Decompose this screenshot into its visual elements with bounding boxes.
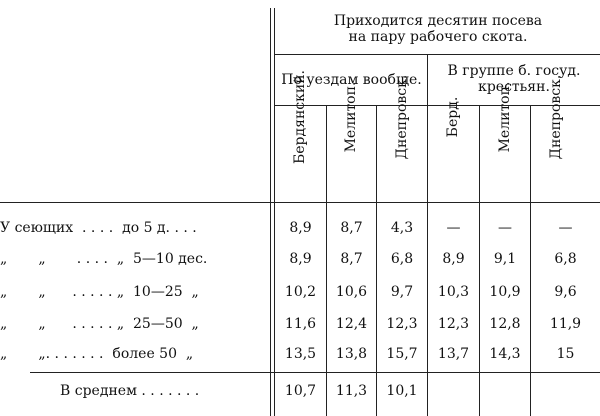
header-title-line1: Приходится десятин посева: [333, 13, 543, 29]
total-cell: [480, 380, 530, 402]
row-label: „ „ . . . . „ 5—10 дес.: [0, 251, 208, 267]
cell: 8,9: [289, 220, 312, 236]
cell: 4,3: [390, 220, 414, 236]
cell: 12,8: [489, 316, 521, 332]
total-rule: [30, 372, 600, 373]
row-label: „ „ . . . . . „ 25—50 „: [0, 316, 199, 332]
col-header-dneprovsk: Днепровск.: [394, 74, 410, 160]
cell: —: [446, 220, 461, 236]
cell: 13,7: [437, 346, 470, 362]
cell: 6,8: [390, 251, 414, 267]
cell: 10,3: [437, 284, 470, 300]
cell: 6,8: [554, 251, 577, 267]
total-cell: [428, 380, 479, 402]
total-cell: 10,7: [284, 383, 317, 399]
cell: 14,3: [489, 346, 521, 362]
cell: 15: [556, 346, 575, 362]
total-cell: [531, 380, 600, 402]
row-label: У сеющих . . . . до 5 д. . . .: [0, 220, 197, 236]
cell: 13,5: [284, 346, 317, 362]
total-cell: 10,1: [386, 383, 418, 399]
col-header-berd: Берд.: [445, 96, 461, 138]
cell: 12,3: [437, 316, 470, 332]
cell: 12,3: [386, 316, 418, 332]
col-header-berdyansk: Бердянский.: [292, 69, 308, 165]
cell: 8,9: [289, 251, 312, 267]
group-state-line1: В группе б. госуд.: [447, 63, 581, 79]
double-rule-left-a: [270, 8, 271, 416]
cell: 9,7: [390, 284, 414, 300]
cell: 11,9: [549, 316, 582, 332]
cell: 9,6: [554, 284, 577, 300]
col-header-melitop-state: Мелитоп.: [497, 81, 513, 153]
cell: —: [498, 220, 512, 236]
cell: 15,7: [386, 346, 418, 362]
col-header-dneprovsk-state: Днепровск.: [548, 74, 564, 160]
cell: 8,7: [340, 251, 363, 267]
col-header-melitop: Мелитоп.: [343, 81, 359, 153]
header-title-line2: на пару рабочего скота.: [348, 29, 528, 45]
cell: 10,2: [284, 284, 317, 300]
group-state-line2: крестьян.: [478, 79, 550, 95]
row-label: „ „. . . . . . . более 50 „: [0, 346, 194, 362]
group-all-header: По уездам вообще.: [281, 72, 422, 88]
row-label: „ „ . . . . . „ 10—25 „: [0, 284, 199, 300]
cell: —: [558, 220, 573, 236]
total-label: В среднем . . . . . . .: [60, 383, 200, 399]
cell: 13,8: [335, 346, 368, 362]
header-rule-bottom: [0, 202, 600, 203]
cell: 8,9: [442, 251, 465, 267]
cell: 10,9: [489, 284, 521, 300]
total-cell: 11,3: [335, 383, 368, 399]
cell: 10,6: [335, 284, 368, 300]
cell: 12,4: [335, 316, 368, 332]
cell: 11,6: [284, 316, 317, 332]
cell: 9,1: [493, 251, 517, 267]
cell: 8,7: [340, 220, 363, 236]
